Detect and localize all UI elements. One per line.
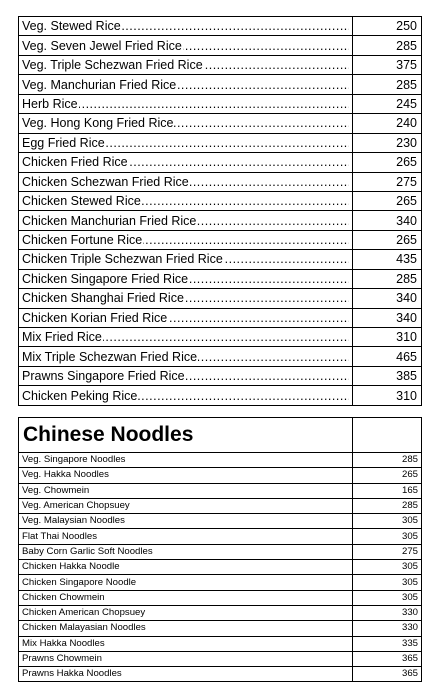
menu-item-price: 305 bbox=[353, 575, 422, 590]
menu-item-name: Chicken Shanghai Fried Rice bbox=[22, 291, 184, 306]
rice-menu-row bbox=[19, 94, 422, 113]
menu-item-name: Veg. Hong Kong Fried Rice bbox=[22, 116, 174, 131]
menu-item-price: 240 bbox=[353, 114, 422, 133]
menu-item-price: 285 bbox=[353, 498, 422, 513]
menu-item-price: 305 bbox=[353, 529, 422, 544]
menu-item-name-cell bbox=[19, 133, 353, 152]
rice-menu-row bbox=[19, 191, 422, 210]
menu-item-price: 340 bbox=[353, 289, 422, 308]
rice-menu-row bbox=[19, 114, 422, 133]
menu-item-price: 275 bbox=[353, 172, 422, 191]
menu-item-name: Veg. Stewed Rice bbox=[22, 19, 121, 34]
menu-item-name: Chicken Schezwan Fried Rice bbox=[22, 174, 189, 189]
menu-item-price: 275 bbox=[353, 544, 422, 559]
section-heading: Chinese Noodles bbox=[19, 418, 353, 453]
menu-item-name: Veg. Triple Schezwan Fried Rice bbox=[22, 58, 203, 73]
menu-item-name: Mix Hakka Noodles bbox=[19, 636, 353, 651]
menu-item-price: 265 bbox=[353, 468, 422, 483]
menu-item-price: 385 bbox=[353, 366, 422, 385]
menu-item-name: Chicken Hakka Noodle bbox=[19, 560, 353, 575]
menu-item-price: 265 bbox=[353, 230, 422, 249]
noodles-menu-row bbox=[19, 468, 422, 483]
rice-menu-row bbox=[19, 133, 422, 152]
rice-menu-row bbox=[19, 328, 422, 347]
rice-menu-table bbox=[18, 16, 422, 406]
menu-item-price: 330 bbox=[353, 605, 422, 620]
menu-item-name: Prawns Singapore Fried Rice bbox=[22, 369, 185, 384]
menu-item-name: Egg Fried Rice bbox=[22, 135, 105, 150]
noodles-heading-row bbox=[19, 418, 422, 453]
rice-menu-row bbox=[19, 250, 422, 269]
menu-item-name: Veg. Hakka Noodles bbox=[19, 468, 353, 483]
heading-empty-cell bbox=[353, 418, 422, 453]
rice-menu-row bbox=[19, 230, 422, 249]
menu-item-name: Veg. American Chopsuey bbox=[19, 498, 353, 513]
menu-item-name-cell bbox=[19, 308, 353, 327]
menu-item-price: 340 bbox=[353, 308, 422, 327]
menu-item-name: Veg. Chowmein bbox=[19, 483, 353, 498]
menu-item-price: 365 bbox=[353, 651, 422, 666]
menu-item-name: Chicken Chowmein bbox=[19, 590, 353, 605]
menu-item-name-cell bbox=[19, 191, 353, 210]
menu-item-price: 285 bbox=[353, 36, 422, 55]
noodles-menu-row bbox=[19, 453, 422, 468]
rice-menu-row bbox=[19, 17, 422, 36]
menu-item-name-cell bbox=[19, 366, 353, 385]
rice-menu-row bbox=[19, 386, 422, 405]
menu-item-price: 435 bbox=[353, 250, 422, 269]
rice-menu-row bbox=[19, 308, 422, 327]
rice-menu-row bbox=[19, 289, 422, 308]
menu-item-name-cell bbox=[19, 230, 353, 249]
rice-menu-row bbox=[19, 269, 422, 288]
rice-menu-row bbox=[19, 153, 422, 172]
noodles-menu-row bbox=[19, 590, 422, 605]
menu-item-name: Chicken Korian Fried Rice bbox=[22, 310, 168, 325]
menu-item-name-cell bbox=[19, 347, 353, 366]
menu-item-name-cell bbox=[19, 386, 353, 405]
menu-item-price: 335 bbox=[353, 636, 422, 651]
menu-item-name: Chicken Triple Schezwan Fried Rice bbox=[22, 252, 223, 267]
menu-item-price: 265 bbox=[353, 191, 422, 210]
rice-menu-row bbox=[19, 211, 422, 230]
rice-menu-row bbox=[19, 36, 422, 55]
menu-item-price: 285 bbox=[353, 453, 422, 468]
menu-item-name: Veg. Seven Jewel Fried Rice bbox=[22, 38, 182, 53]
menu-item-name: Baby Corn Garlic Soft Noodles bbox=[19, 544, 353, 559]
menu-item-price: 375 bbox=[353, 55, 422, 74]
menu-item-name-cell bbox=[19, 55, 353, 74]
menu-item-price: 245 bbox=[353, 94, 422, 113]
menu-item-name: Chicken Singapore Fried Rice bbox=[22, 271, 189, 286]
rice-menu-row bbox=[19, 366, 422, 385]
menu-item-price: 305 bbox=[353, 514, 422, 529]
menu-item-name: Chicken Fried Rice bbox=[22, 155, 128, 170]
menu-item-name-cell bbox=[19, 75, 353, 94]
menu-item-price: 365 bbox=[353, 667, 422, 682]
menu-item-price: 330 bbox=[353, 621, 422, 636]
menu-item-name-cell bbox=[19, 211, 353, 230]
menu-item-name: Chicken Peking Rice bbox=[22, 388, 138, 403]
menu-item-price: 265 bbox=[353, 153, 422, 172]
menu-item-name-cell bbox=[19, 269, 353, 288]
menu-item-name: Chicken Stewed Rice bbox=[22, 194, 141, 209]
menu-item-name: Chicken Manchurian Fried Rice bbox=[22, 213, 197, 228]
rice-menu-row bbox=[19, 55, 422, 74]
noodles-menu-row bbox=[19, 544, 422, 559]
menu-item-name-cell bbox=[19, 328, 353, 347]
noodles-menu-row bbox=[19, 621, 422, 636]
noodles-menu-row bbox=[19, 667, 422, 682]
menu-item-name: Veg. Singapore Noodles bbox=[19, 453, 353, 468]
menu-item-name: Herb Rice bbox=[22, 96, 78, 111]
menu-item-name: Mix Fried Rice bbox=[22, 330, 102, 345]
menu-item-price: 250 bbox=[353, 17, 422, 36]
menu-item-price: 340 bbox=[353, 211, 422, 230]
menu-item-name-cell bbox=[19, 289, 353, 308]
menu-item-price: 165 bbox=[353, 483, 422, 498]
menu-item-price: 285 bbox=[353, 75, 422, 94]
menu-item-name-cell bbox=[19, 114, 353, 133]
noodles-menu-row bbox=[19, 498, 422, 513]
menu-item-price: 230 bbox=[353, 133, 422, 152]
menu-item-name: Prawns Chowmein bbox=[19, 651, 353, 666]
menu-item-price: 305 bbox=[353, 590, 422, 605]
menu-item-name-cell bbox=[19, 172, 353, 191]
menu-item-name-cell bbox=[19, 36, 353, 55]
noodles-menu-row bbox=[19, 651, 422, 666]
menu-item-name: Chicken Fortune Rice bbox=[22, 233, 143, 248]
menu-item-name-cell bbox=[19, 94, 353, 113]
menu-item-price: 465 bbox=[353, 347, 422, 366]
menu-item-name-cell bbox=[19, 153, 353, 172]
noodles-menu-row bbox=[19, 560, 422, 575]
rice-menu-row bbox=[19, 347, 422, 366]
noodles-menu-row bbox=[19, 514, 422, 529]
menu-item-name-cell bbox=[19, 17, 353, 36]
menu-item-price: 305 bbox=[353, 560, 422, 575]
menu-item-price: 310 bbox=[353, 328, 422, 347]
menu-item-name: Prawns Hakka Noodles bbox=[19, 667, 353, 682]
menu-item-name: Mix Triple Schezwan Fried Rice bbox=[22, 349, 198, 364]
rice-menu-row bbox=[19, 75, 422, 94]
rice-menu-row bbox=[19, 172, 422, 191]
menu-item-price: 285 bbox=[353, 269, 422, 288]
menu-item-name-cell bbox=[19, 250, 353, 269]
menu-item-price: 310 bbox=[353, 386, 422, 405]
noodles-menu-table bbox=[18, 417, 422, 682]
menu-item-name: Chicken American Chopsuey bbox=[19, 605, 353, 620]
menu-item-name: Chicken Singapore Noodle bbox=[19, 575, 353, 590]
menu-item-name: Veg. Manchurian Fried Rice bbox=[22, 77, 177, 92]
menu-item-name: Chicken Malayasian Noodles bbox=[19, 621, 353, 636]
noodles-menu-row bbox=[19, 575, 422, 590]
noodles-menu-row bbox=[19, 605, 422, 620]
menu-item-name: Veg. Malaysian Noodles bbox=[19, 514, 353, 529]
noodles-menu-row bbox=[19, 529, 422, 544]
menu-item-name: Flat Thai Noodles bbox=[19, 529, 353, 544]
noodles-menu-row bbox=[19, 636, 422, 651]
noodles-menu-row bbox=[19, 483, 422, 498]
